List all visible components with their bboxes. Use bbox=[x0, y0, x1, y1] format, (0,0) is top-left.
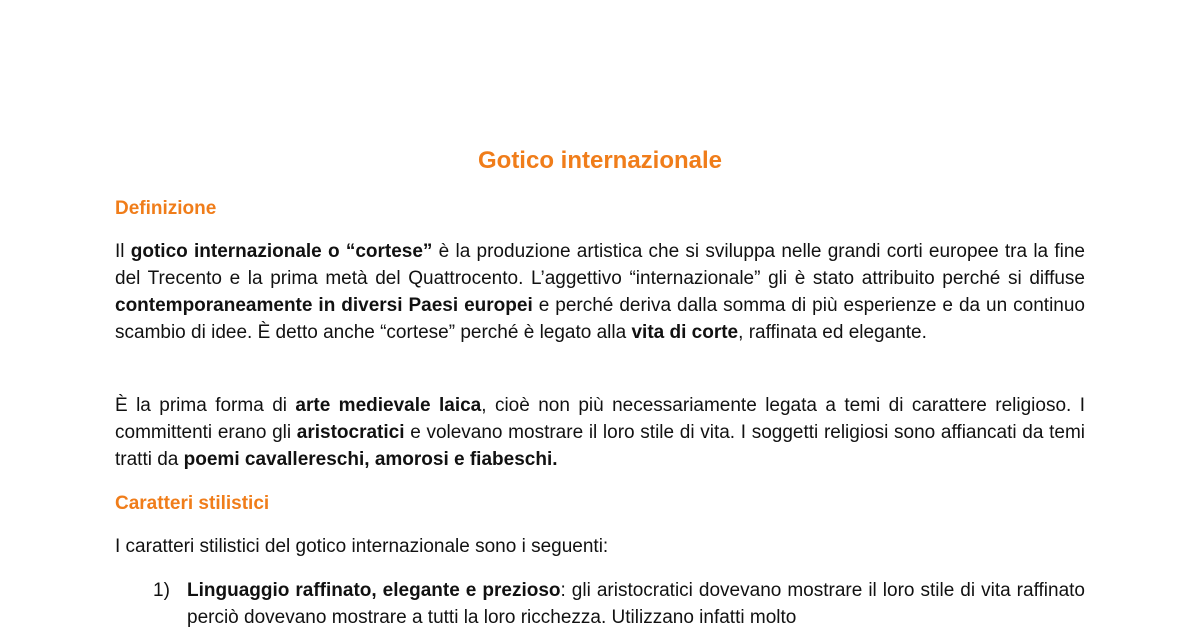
section-heading-definizione: Definizione bbox=[115, 198, 217, 219]
caratteri-list bbox=[115, 577, 1085, 631]
text-run: È la prima forma di bbox=[115, 395, 296, 416]
list-item-number: 1) bbox=[153, 580, 170, 601]
text-run: Il bbox=[115, 241, 131, 262]
page-title: Gotico internazionale bbox=[477, 147, 723, 174]
bold-text-run: vita di corte bbox=[631, 322, 739, 343]
paragraph-arte-laica bbox=[115, 392, 1085, 473]
list-item bbox=[115, 577, 1085, 631]
text-run: : gli aristocratici dovevano mostrare il loro stile di vita raffinato perciò dovevano mostrare a tutti la loro ricchezza. Utilizzano infatti molto bbox=[187, 580, 1085, 628]
bold-text-run: Linguaggio raffinato, elegante e prezioso bbox=[187, 580, 561, 601]
bold-text-run: contemporaneamente in diversi Paesi europei bbox=[115, 295, 533, 316]
text-run: e perché deriva dalla somma di più esperienze e da un continuo scambio di idee. È detto anche “cortese” perché è legato alla bbox=[115, 295, 1085, 343]
bold-text-run: arte medievale laica bbox=[295, 395, 482, 416]
bold-text-run: gotico internazionale o “cortese” bbox=[130, 241, 433, 262]
bold-text-run: poemi cavallereschi, amorosi e fiabeschi. bbox=[183, 449, 558, 470]
text-run: , cioè non più necessariamente legata a temi di carattere religioso. I committenti erano gli bbox=[115, 395, 1085, 443]
paragraph-definition bbox=[115, 238, 1085, 346]
paragraph-intro-caratteri bbox=[115, 533, 1085, 560]
text-run: I caratteri stilistici del gotico internazionale sono i seguenti: bbox=[115, 536, 609, 557]
text-run: è la produzione artistica che si sviluppa nelle grandi corti europee tra la fine del Trecento e la prima metà del Quattrocento. L’aggettivo “internazionale” gli è stato attribuito perché si diffuse bbox=[115, 241, 1085, 289]
bold-text-run: aristocratici bbox=[296, 422, 405, 443]
text-run: e volevano mostrare il loro stile di vita. I soggetti religiosi sono affiancati da temi tratti da bbox=[115, 422, 1085, 470]
section-heading-caratteri-stilistici: Caratteri stilistici bbox=[115, 493, 270, 514]
text-run: , raffinata ed elegante. bbox=[738, 322, 927, 343]
